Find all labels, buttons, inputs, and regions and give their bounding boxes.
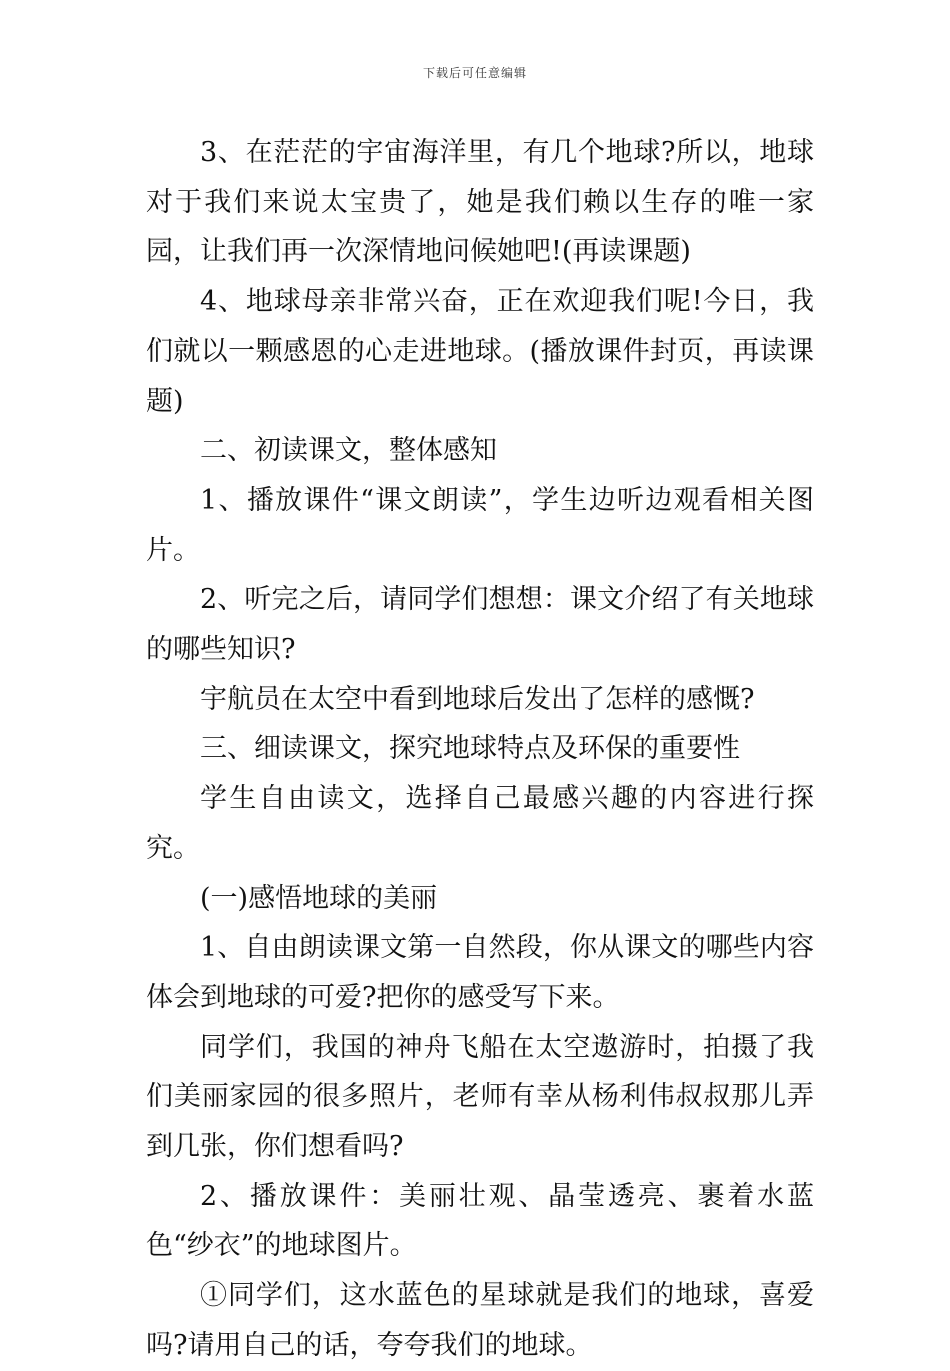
paragraph: 1、自由朗读课文第一自然段，你从课文的哪些内容体会到地球的可爱?把你的感受写下来。 [146, 932, 814, 1013]
section-heading: 二、初读课文，整体感知 [200, 435, 497, 467]
paragraph: 4、地球母亲非常兴奋，正在欢迎我们呢!今日，我们就以一颗感恩的心走进地球。(播放课件封页，再读课题) [146, 286, 814, 417]
document-body [146, 128, 814, 1371]
paragraph: 2、听完之后，请同学们想想：课文介绍了有关地球的哪些知识? [146, 584, 814, 666]
subsection-heading: (一)感悟地球的美丽 [200, 882, 438, 914]
paragraph: 1、播放课件“课文朗读”，学生边听边观看相关图片。 [146, 484, 814, 566]
paragraph: ①同学们，这水蓝色的星球就是我们的地球，喜爱吗?请用自己的话，夸夸我们的地球。 [146, 1280, 814, 1361]
paragraph: 同学们，我国的神舟飞船在太空遨游时，拍摄了我们美丽家园的很多照片，老师有幸从杨利伟叔叔那儿弄到几张，你们想看吗? [146, 1031, 814, 1163]
section-heading: 三、细读课文，探究地球特点及环保的重要性 [200, 733, 740, 765]
paragraph: 2、播放课件：美丽壮观、晶莹透亮、裹着水蓝色“纱衣”的地球图片。 [146, 1180, 814, 1262]
paragraph: 3、在茫茫的宇宙海洋里，有几个地球?所以，地球对于我们来说太宝贵了，她是我们赖以生存的唯一家园，让我们再一次深情地问候她吧!(再读课题) [146, 137, 814, 268]
paragraph: 学生自由读文，选择自己最感兴趣的内容进行探究。 [146, 783, 814, 864]
page-header-note: 下载后可任意编辑 [422, 66, 527, 80]
paragraph: 宇航员在太空中看到地球后发出了怎样的感慨? [200, 683, 755, 715]
